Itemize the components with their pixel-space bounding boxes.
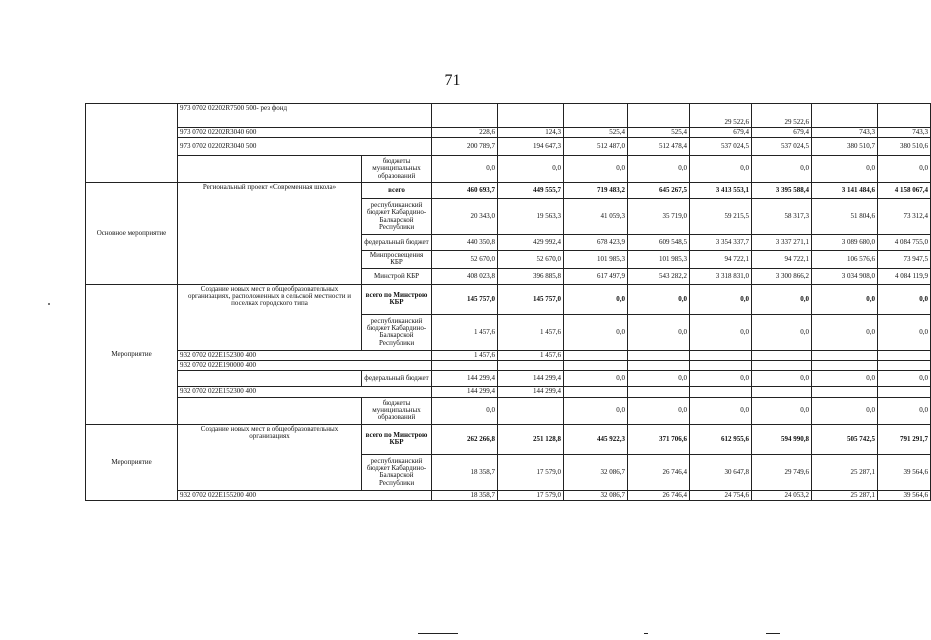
- amount-cell: 0,0: [564, 314, 628, 350]
- amount-cell: 537 024,5: [690, 138, 752, 156]
- amount-cell: 0,0: [628, 397, 690, 424]
- amount-cell: 0,0: [498, 156, 564, 183]
- code-row: [86, 138, 931, 156]
- amount-cell: 743,3: [812, 128, 878, 138]
- funding-source: республиканский бюджет Кабардино-Балкарской Республики: [362, 454, 432, 490]
- source-row: [86, 397, 931, 424]
- amount-cell: [752, 361, 812, 371]
- funding-source: федеральный бюджет: [362, 371, 432, 387]
- budget-table: [85, 103, 931, 501]
- amount-cell: 0,0: [564, 156, 628, 183]
- amount-cell: 1 457,6: [498, 350, 564, 360]
- activity-name-cell: Создание новых мест в общеобразовательных организациях: [178, 424, 362, 490]
- amount-cell: 0,0: [878, 284, 931, 314]
- amount-cell: 19 563,3: [498, 199, 564, 235]
- scan-speck: [48, 303, 50, 305]
- amount-cell: 18 358,7: [432, 454, 498, 490]
- amount-cell: [628, 104, 690, 128]
- amount-cell: [628, 361, 690, 371]
- amount-cell: 39 564,6: [878, 490, 931, 500]
- amount-cell: [752, 387, 812, 397]
- amount-cell: [878, 104, 931, 128]
- amount-cell: 3 395 588,4: [752, 183, 812, 199]
- amount-cell: 17 579,0: [498, 490, 564, 500]
- budget-code: 932 0702 022E152300 400: [178, 350, 432, 360]
- amount-cell: 194 647,3: [498, 138, 564, 156]
- amount-cell: 3 413 553,1: [690, 183, 752, 199]
- activity-type-cell: Мероприятие: [86, 284, 178, 424]
- amount-cell: 0,0: [752, 156, 812, 183]
- amount-cell: 371 706,6: [628, 424, 690, 454]
- funding-source: всего: [362, 183, 432, 199]
- source-row: [86, 371, 931, 387]
- amount-cell: 719 483,2: [564, 183, 628, 199]
- amount-cell: 94 722,1: [690, 251, 752, 269]
- code-row: [86, 128, 931, 138]
- amount-cell: 0,0: [432, 156, 498, 183]
- amount-cell: 3 354 337,7: [690, 235, 752, 251]
- amount-cell: 3 034 908,0: [812, 268, 878, 284]
- amount-cell: 0,0: [878, 371, 931, 387]
- amount-cell: 0,0: [812, 397, 878, 424]
- amount-cell: [628, 387, 690, 397]
- amount-cell: 17 579,0: [498, 454, 564, 490]
- budget-code: 932 0702 022E152300 400: [178, 387, 432, 397]
- budget-code: 932 0702 022E155200 400: [178, 490, 432, 500]
- amount-cell: 35 719,0: [628, 199, 690, 235]
- amount-cell: 25 287,1: [812, 454, 878, 490]
- amount-cell: [752, 350, 812, 360]
- amount-cell: 380 510,7: [812, 138, 878, 156]
- activity-name-cell: [178, 397, 362, 424]
- amount-cell: 24 053,2: [752, 490, 812, 500]
- amount-cell: 30 647,8: [690, 454, 752, 490]
- amount-cell: 145 757,0: [498, 284, 564, 314]
- amount-cell: 0,0: [690, 314, 752, 350]
- amount-cell: 612 955,6: [690, 424, 752, 454]
- amount-cell: 0,0: [812, 314, 878, 350]
- amount-cell: [432, 104, 498, 128]
- code-row: [86, 387, 931, 397]
- amount-cell: 679,4: [752, 128, 812, 138]
- amount-cell: 59 215,5: [690, 199, 752, 235]
- code-row: [86, 361, 931, 371]
- source-row: [86, 183, 931, 199]
- amount-cell: 25 287,1: [812, 490, 878, 500]
- amount-cell: 0,0: [432, 397, 498, 424]
- amount-cell: 1 457,6: [432, 314, 498, 350]
- amount-cell: 228,6: [432, 128, 498, 138]
- amount-cell: 0,0: [690, 371, 752, 387]
- amount-cell: [564, 361, 628, 371]
- amount-cell: 505 742,5: [812, 424, 878, 454]
- amount-cell: 525,4: [564, 128, 628, 138]
- amount-cell: 537 024,5: [752, 138, 812, 156]
- amount-cell: 0,0: [628, 314, 690, 350]
- amount-cell: 0,0: [878, 314, 931, 350]
- amount-cell: 617 497,9: [564, 268, 628, 284]
- amount-cell: 0,0: [752, 371, 812, 387]
- funding-source: федеральный бюджет: [362, 235, 432, 251]
- amount-cell: 51 804,6: [812, 199, 878, 235]
- amount-cell: 0,0: [752, 397, 812, 424]
- amount-cell: 0,0: [878, 397, 931, 424]
- amount-cell: 449 555,7: [498, 183, 564, 199]
- amount-cell: 543 282,2: [628, 268, 690, 284]
- amount-cell: 29 522,6: [752, 104, 812, 128]
- amount-cell: 743,3: [878, 128, 931, 138]
- amount-cell: 0,0: [690, 284, 752, 314]
- amount-cell: [498, 397, 564, 424]
- activity-type-cell: Основное мероприятие: [86, 183, 178, 285]
- amount-cell: [878, 350, 931, 360]
- amount-cell: 0,0: [690, 156, 752, 183]
- amount-cell: 32 086,7: [564, 490, 628, 500]
- amount-cell: 678 423,9: [564, 235, 628, 251]
- amount-cell: 41 059,3: [564, 199, 628, 235]
- source-row: [86, 424, 931, 454]
- code-row: [86, 350, 931, 360]
- amount-cell: [628, 350, 690, 360]
- budget-code: 973 0702 02202R3040 600: [178, 128, 432, 138]
- amount-cell: 32 086,7: [564, 454, 628, 490]
- funding-source: бюджеты муниципальных образований: [362, 156, 432, 183]
- amount-cell: 0,0: [628, 284, 690, 314]
- amount-cell: 24 754,6: [690, 490, 752, 500]
- activity-name-cell: Региональный проект «Современная школа»: [178, 183, 362, 285]
- source-row: [86, 156, 931, 183]
- amount-cell: 29 522,6: [690, 104, 752, 128]
- amount-cell: 58 317,3: [752, 199, 812, 235]
- amount-cell: [564, 350, 628, 360]
- amount-cell: 0,0: [812, 156, 878, 183]
- amount-cell: 0,0: [752, 284, 812, 314]
- funding-source: бюджеты муниципальных образований: [362, 397, 432, 424]
- amount-cell: 0,0: [564, 284, 628, 314]
- budget-code: 973 0702 02202R7500 500- рез фонд: [178, 104, 432, 128]
- amount-cell: 609 548,5: [628, 235, 690, 251]
- budget-code: 932 0702 022E190000 400: [178, 361, 432, 371]
- amount-cell: 791 291,7: [878, 424, 931, 454]
- amount-cell: 594 990,8: [752, 424, 812, 454]
- amount-cell: 29 749,6: [752, 454, 812, 490]
- amount-cell: [564, 104, 628, 128]
- amount-cell: 0,0: [628, 156, 690, 183]
- amount-cell: 94 722,1: [752, 251, 812, 269]
- amount-cell: 0,0: [690, 397, 752, 424]
- amount-cell: 445 922,3: [564, 424, 628, 454]
- amount-cell: 429 992,4: [498, 235, 564, 251]
- funding-source: республиканский бюджет Кабардино-Балкарской Республики: [362, 199, 432, 235]
- amount-cell: [498, 104, 564, 128]
- activity-type-cell: Мероприятие: [86, 424, 178, 500]
- funding-source: всего по Минстрою КБР: [362, 284, 432, 314]
- amount-cell: [690, 361, 752, 371]
- amount-cell: 200 789,7: [432, 138, 498, 156]
- amount-cell: 144 299,4: [498, 387, 564, 397]
- funding-source: республиканский бюджет Кабардино-Балкарской Республики: [362, 314, 432, 350]
- amount-cell: 20 343,0: [432, 199, 498, 235]
- amount-cell: 144 299,4: [498, 371, 564, 387]
- code-row: [86, 104, 931, 128]
- amount-cell: 3 300 866,2: [752, 268, 812, 284]
- amount-cell: 396 885,8: [498, 268, 564, 284]
- amount-cell: 262 266,8: [432, 424, 498, 454]
- amount-cell: 460 693,7: [432, 183, 498, 199]
- amount-cell: 0,0: [878, 156, 931, 183]
- amount-cell: 18 358,7: [432, 490, 498, 500]
- funding-source: всего по Минстрою КБР: [362, 424, 432, 454]
- amount-cell: 0,0: [564, 397, 628, 424]
- amount-cell: 512 487,0: [564, 138, 628, 156]
- amount-cell: [878, 361, 931, 371]
- amount-cell: 4 158 067,4: [878, 183, 931, 199]
- amount-cell: 4 084 755,0: [878, 235, 931, 251]
- amount-cell: 26 746,4: [628, 490, 690, 500]
- amount-cell: 0,0: [752, 314, 812, 350]
- funding-source: Минстрой КБР: [362, 268, 432, 284]
- amount-cell: 3 089 680,0: [812, 235, 878, 251]
- funding-source: Минпросвещения КБР: [362, 251, 432, 269]
- amount-cell: 645 267,5: [628, 183, 690, 199]
- amount-cell: 145 757,0: [432, 284, 498, 314]
- activity-name-cell: Создание новых мест в общеобразовательных организациях, расположенных в сельской местности и поселках городского типа: [178, 284, 362, 350]
- amount-cell: 0,0: [812, 284, 878, 314]
- amount-cell: 26 746,4: [628, 454, 690, 490]
- amount-cell: 73 947,5: [878, 251, 931, 269]
- activity-type-cell: [86, 104, 178, 183]
- amount-cell: 52 670,0: [498, 251, 564, 269]
- page-number: 71: [444, 72, 461, 89]
- amount-cell: 101 985,3: [628, 251, 690, 269]
- amount-cell: 1 457,6: [498, 314, 564, 350]
- amount-cell: [812, 361, 878, 371]
- footer-mark: [418, 633, 458, 634]
- amount-cell: 0,0: [812, 371, 878, 387]
- amount-cell: 124,3: [498, 128, 564, 138]
- amount-cell: 0,0: [628, 371, 690, 387]
- amount-cell: [564, 387, 628, 397]
- amount-cell: 1 457,6: [432, 350, 498, 360]
- amount-cell: 3 318 831,0: [690, 268, 752, 284]
- amount-cell: 512 478,4: [628, 138, 690, 156]
- budget-code: 973 0702 02202R3040 500: [178, 138, 432, 156]
- amount-cell: [690, 350, 752, 360]
- amount-cell: 525,4: [628, 128, 690, 138]
- amount-cell: [812, 104, 878, 128]
- amount-cell: 380 510,6: [878, 138, 931, 156]
- amount-cell: [878, 387, 931, 397]
- amount-cell: 3 141 484,6: [812, 183, 878, 199]
- amount-cell: [812, 350, 878, 360]
- amount-cell: 144 299,4: [432, 371, 498, 387]
- amount-cell: 3 337 271,1: [752, 235, 812, 251]
- amount-cell: 144 299,4: [432, 387, 498, 397]
- amount-cell: 408 023,8: [432, 268, 498, 284]
- amount-cell: 4 084 119,9: [878, 268, 931, 284]
- amount-cell: 440 350,8: [432, 235, 498, 251]
- amount-cell: 101 985,3: [564, 251, 628, 269]
- amount-cell: 73 312,4: [878, 199, 931, 235]
- amount-cell: [812, 387, 878, 397]
- amount-cell: [498, 361, 564, 371]
- amount-cell: 0,0: [564, 371, 628, 387]
- amount-cell: 39 564,6: [878, 454, 931, 490]
- amount-cell: [432, 361, 498, 371]
- amount-cell: 106 576,6: [812, 251, 878, 269]
- activity-name-cell: [178, 156, 362, 183]
- amount-cell: 679,4: [690, 128, 752, 138]
- code-row: [86, 490, 931, 500]
- footer-mark: [644, 633, 648, 634]
- footer-mark: [766, 633, 780, 634]
- amount-cell: 251 128,8: [498, 424, 564, 454]
- source-row: [86, 284, 931, 314]
- amount-cell: 52 670,0: [432, 251, 498, 269]
- amount-cell: [690, 387, 752, 397]
- activity-name-cell: [178, 371, 362, 387]
